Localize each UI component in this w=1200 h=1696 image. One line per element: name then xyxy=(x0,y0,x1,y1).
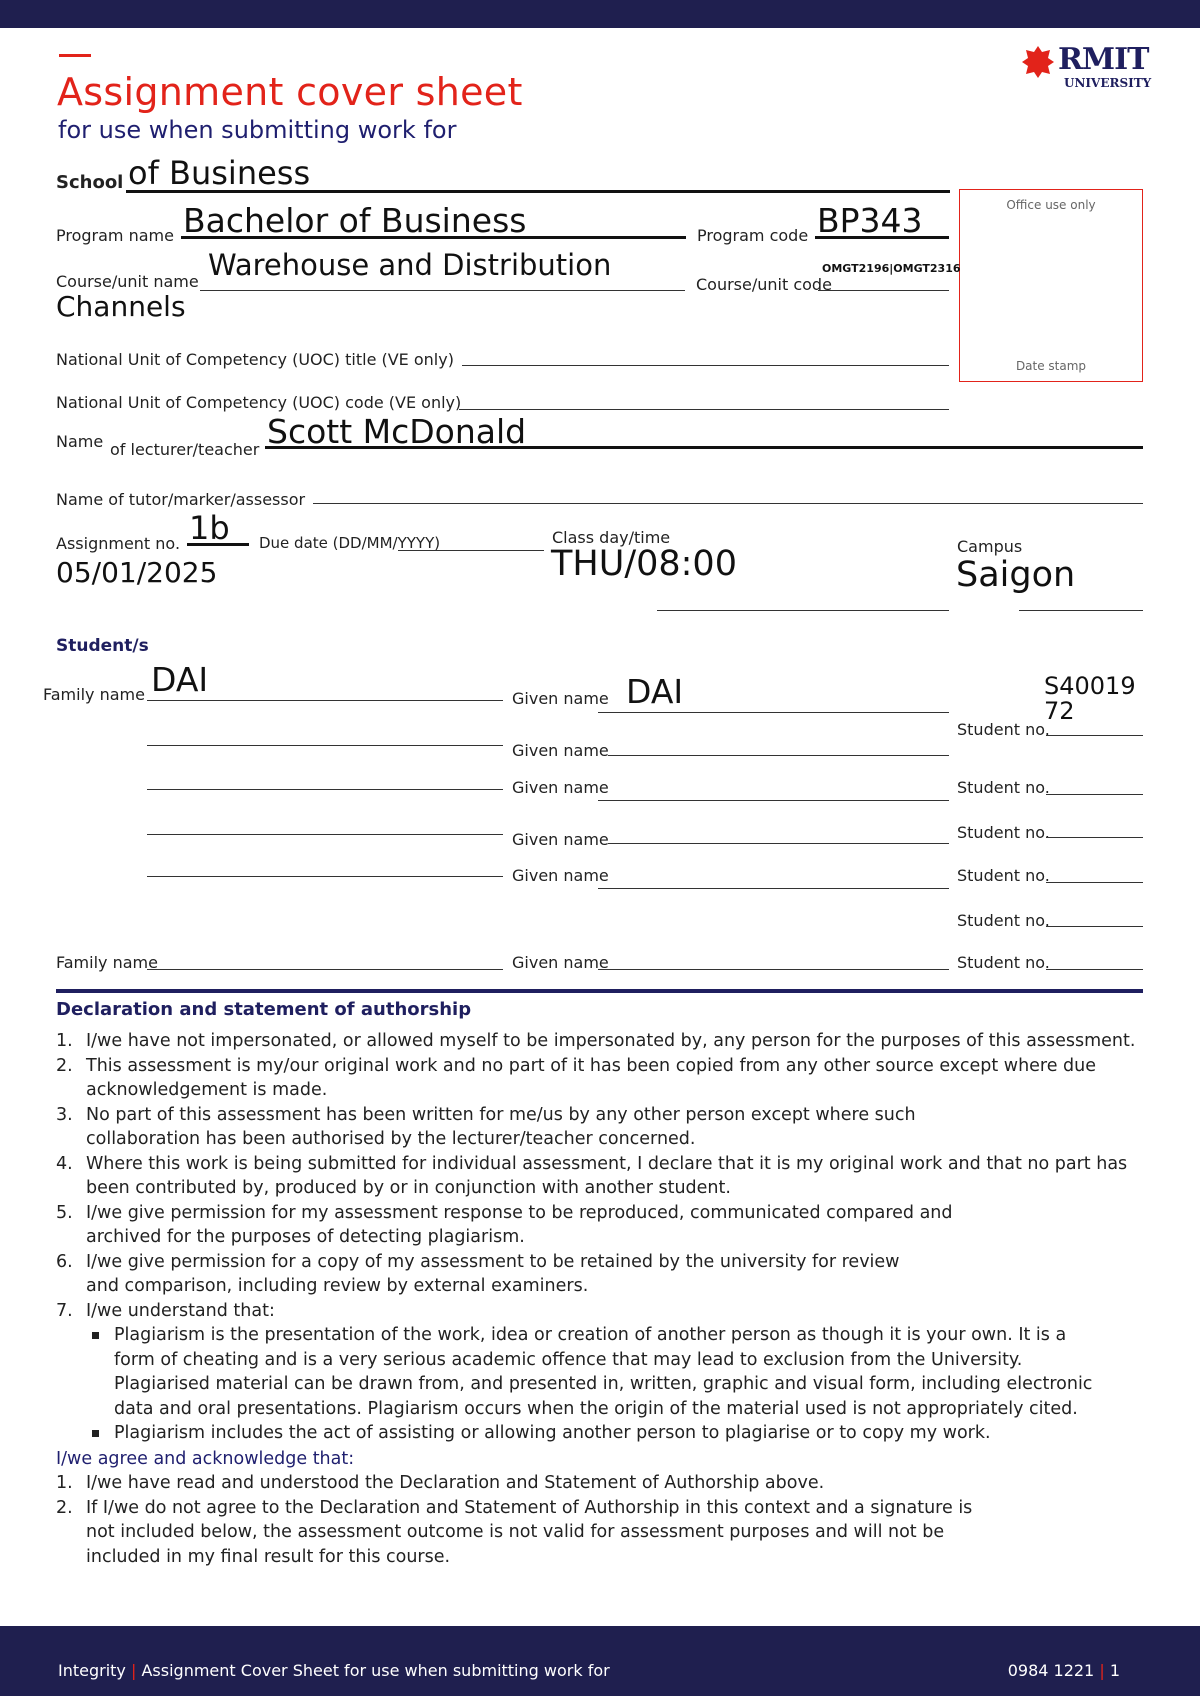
student-no-value[interactable]: S40019 xyxy=(1044,672,1136,700)
declaration-item: 1. I/we have not impersonated, or allowed myself to be impersonated by, any person for the purposes of this assessment. xyxy=(56,1031,1136,1051)
course-code-line xyxy=(818,290,949,291)
student-no-value-cont: 72 xyxy=(1044,697,1075,725)
course-name-label: Course/unit name xyxy=(56,272,199,291)
agree-item-text: If I/we do not agree to the Declaration and Statement of Authorship in this context and a signature is not included below, the assessment outcome is not valid for assessment purposes and will not be included in my final result for this course. xyxy=(86,1497,973,1567)
footer-right xyxy=(1008,1661,1120,1680)
family-name-line[interactable] xyxy=(147,876,503,877)
assignment-no-value[interactable]: 1b xyxy=(189,509,230,547)
course-name-value-cont: Channels xyxy=(56,290,186,323)
footer-doc-code: 0984 1221 xyxy=(1007,1661,1095,1680)
due-date-value[interactable]: 05/01/2025 xyxy=(56,556,218,589)
footer-left xyxy=(58,1661,610,1680)
student-no-line[interactable] xyxy=(1046,926,1143,927)
rmit-logo xyxy=(1020,42,1160,92)
given-name-label: Given name xyxy=(512,778,609,797)
student-no-line[interactable] xyxy=(1046,837,1143,838)
declaration-item: 3. No part of this assessment has been written for me/us by any other person except where such collaboration has been authorised by the lecturer/teacher concerned. xyxy=(56,1104,916,1149)
declaration-heading: Declaration and statement of authorship xyxy=(56,999,472,1020)
date-stamp-label: Date stamp xyxy=(1015,359,1087,373)
given-name-label: Given name xyxy=(512,866,609,885)
family-name-line xyxy=(147,700,503,701)
section-divider xyxy=(56,989,1143,993)
plagiarism-bullets xyxy=(86,1323,1146,1446)
school-line xyxy=(126,190,950,193)
bullet-item xyxy=(86,1323,1106,1421)
declaration-item-text: No part of this assessment has been written for me/us by any other person except where such collaboration has been authorised by the lecturer/teacher concerned. xyxy=(86,1104,916,1149)
assignment-no-line xyxy=(187,543,249,546)
declaration-item: 4. Where this work is being submitted for individual assessment, I declare that it is my original work and that no part has been contributed by, produced by or in conjunction with another student. xyxy=(56,1153,1128,1198)
bullet-item-text: Plagiarism is the presentation of the work, idea or creation of another person as though it is your own. It is a form of cheating and is a very serious academic offence that may lead to exclusion from the University. Plagiarised material can be drawn from, and presented in, written, graphic and visual form, including electronic data and oral presentations. Plagiarism occurs when the origin of the material used is not appropriately cited. xyxy=(114,1325,1093,1419)
program-name-line xyxy=(181,236,686,239)
campus-label: Campus xyxy=(957,537,1023,556)
given-name-line[interactable] xyxy=(598,969,949,970)
student-no-label: Student no. xyxy=(957,778,1050,797)
program-name-label: Program name xyxy=(56,226,174,245)
student-no-line[interactable] xyxy=(1046,969,1143,970)
agree-item-text: I/we have read and understood the Declaration and Statement of Authorship above. xyxy=(86,1473,825,1493)
lecturer-name-value[interactable]: Scott McDonald xyxy=(267,412,527,451)
declaration-item-text: Where this work is being submitted for individual assessment, I declare that it is my original work and that no part has been contributed by, produced by or in conjunction with another student. xyxy=(86,1153,1128,1198)
family-name-value[interactable]: DAI xyxy=(151,660,209,699)
class-time-line xyxy=(657,610,949,611)
student-no-label: Student no. xyxy=(957,953,1050,972)
class-time-label: Class day/time xyxy=(552,528,671,547)
student-no-line[interactable] xyxy=(1046,882,1143,883)
agree-list xyxy=(56,1471,1146,1569)
students-heading: Student/s xyxy=(56,636,149,656)
course-code-value[interactable]: OMGT2196|OMGT2316 xyxy=(822,262,961,275)
given-name-line[interactable] xyxy=(608,843,949,844)
given-name-line[interactable] xyxy=(608,755,949,756)
agree-item: 2. If I/we do not agree to the Declaration and Statement of Authorship in this context and a signature is not included below, the assessment outcome is not valid for assessment purposes and will not be included in my final result for this course. xyxy=(56,1497,973,1567)
program-code-label: Program code xyxy=(697,226,809,245)
school-label: School xyxy=(56,172,124,193)
uoc-title-label: National Unit of Competency (UOC) title (VE only) xyxy=(56,350,454,369)
page-subtitle: for use when submitting work for xyxy=(58,116,457,144)
given-name-label: Given name xyxy=(512,689,609,708)
program-code-value[interactable]: BP343 xyxy=(817,201,923,240)
lecturer-name-label-cont: of lecturer/teacher xyxy=(110,440,260,459)
declaration-item-text: I/we understand that: xyxy=(86,1300,275,1321)
footer-doc-title: Assignment Cover Sheet for use when submitting work for xyxy=(141,1661,610,1680)
campus-line xyxy=(1019,610,1143,611)
footer-bar xyxy=(0,1626,1200,1696)
given-name-label: Given name xyxy=(512,830,609,849)
family-name-line[interactable] xyxy=(147,789,503,790)
declaration-body xyxy=(56,1029,1146,1569)
family-name-line[interactable] xyxy=(147,834,503,835)
logo-subtext: UNIVERSITY xyxy=(1064,76,1152,90)
class-time-value[interactable]: THU/08:00 xyxy=(551,544,737,584)
uoc-code-label: National Unit of Competency (UOC) code (VE only) xyxy=(56,393,462,412)
declaration-item: 2. This assessment is my/our original work and no part of it has been copied from any other source except where due acknowledgement is made. xyxy=(56,1055,1097,1100)
declaration-item: 7. I/we understand that: xyxy=(56,1300,275,1321)
family-name-line[interactable] xyxy=(147,969,503,970)
uoc-title-line[interactable] xyxy=(462,365,949,366)
page-title: Assignment cover sheet xyxy=(57,70,523,114)
student-no-label: Student no. xyxy=(957,866,1050,885)
family-name-label: Family name xyxy=(43,685,145,704)
tutor-name-label: Name of tutor/marker/assessor xyxy=(56,490,306,509)
given-name-line xyxy=(598,712,949,713)
footer-separator: | xyxy=(131,1661,137,1680)
agree-heading: I/we agree and acknowledge that: xyxy=(56,1448,355,1469)
student-no-label: Student no. xyxy=(957,720,1050,739)
footer-separator: | xyxy=(1099,1661,1105,1680)
top-bar xyxy=(0,0,1200,28)
student-no-line xyxy=(1046,735,1143,736)
declaration-item-text: I/we give permission for a copy of my assessment to be retained by the university for review and comparison, including review by external examiners. xyxy=(86,1251,900,1296)
course-name-value[interactable]: Warehouse and Distribution xyxy=(208,248,612,282)
declaration-item-text: I/we have not impersonated, or allowed myself to be impersonated by, any person for the purposes of this assessment. xyxy=(86,1031,1136,1051)
declaration-item-text: This assessment is my/our original work and no part of it has been copied from any other source except where due acknowledgement is made. xyxy=(86,1055,1097,1100)
family-name-label: Family name xyxy=(56,953,158,972)
due-date-label: Due date (DD/MM/YYYY) xyxy=(259,534,441,552)
title-accent-dash xyxy=(59,54,91,57)
uoc-code-line[interactable] xyxy=(459,409,949,410)
program-code-line xyxy=(815,236,949,239)
course-name-line xyxy=(200,290,685,291)
agree-item: 1. I/we have read and understood the Declaration and Statement of Authorship above. xyxy=(56,1473,825,1493)
footer-page-number: 1 xyxy=(1109,1661,1120,1680)
student-no-line[interactable] xyxy=(1046,794,1143,795)
given-name-label: Given name xyxy=(512,741,609,760)
bullet-item-text: Plagiarism includes the act of assisting or allowing another person to plagiarise or to copy my work. xyxy=(114,1423,991,1443)
given-name-value[interactable]: DAI xyxy=(626,672,684,711)
school-value[interactable]: of Business xyxy=(128,154,311,192)
given-name-line[interactable] xyxy=(598,888,949,889)
tutor-name-line[interactable] xyxy=(313,503,1143,504)
office-use-box xyxy=(959,189,1143,382)
declaration-item-text: I/we give permission for my assessment response to be reproduced, communicated compared and archived for the purposes of detecting plagiarism. xyxy=(86,1202,953,1247)
lecturer-name-line xyxy=(265,446,1143,449)
logo-wordmark: RMIT xyxy=(1058,42,1149,77)
student-no-label: Student no. xyxy=(957,911,1050,930)
campus-value[interactable]: Saigon xyxy=(956,555,1076,595)
family-name-line[interactable] xyxy=(147,745,503,746)
due-date-line xyxy=(398,550,544,551)
declaration-item: 6. I/we give permission for a copy of my assessment to be retained by the university for review and comparison, including review by external examiners. xyxy=(56,1251,900,1296)
lecturer-name-label: Name xyxy=(56,432,104,451)
declaration-list xyxy=(56,1029,1146,1323)
office-use-label: Office use only xyxy=(1006,198,1096,212)
footer-integrity: Integrity xyxy=(58,1661,126,1680)
course-code-label: Course/unit code xyxy=(696,275,832,294)
program-name-value[interactable]: Bachelor of Business xyxy=(183,201,527,240)
bullet-item xyxy=(86,1421,1106,1446)
assignment-no-label: Assignment no. xyxy=(56,534,181,553)
student-no-label: Student no. xyxy=(957,823,1050,842)
given-name-line[interactable] xyxy=(598,800,949,801)
given-name-label: Given name xyxy=(512,953,609,972)
declaration-item: 5. I/we give permission for my assessment response to be reproduced, communicated compared and archived for the purposes of detecting plagiarism. xyxy=(56,1202,953,1247)
rmit-logo-icon xyxy=(1020,44,1056,80)
